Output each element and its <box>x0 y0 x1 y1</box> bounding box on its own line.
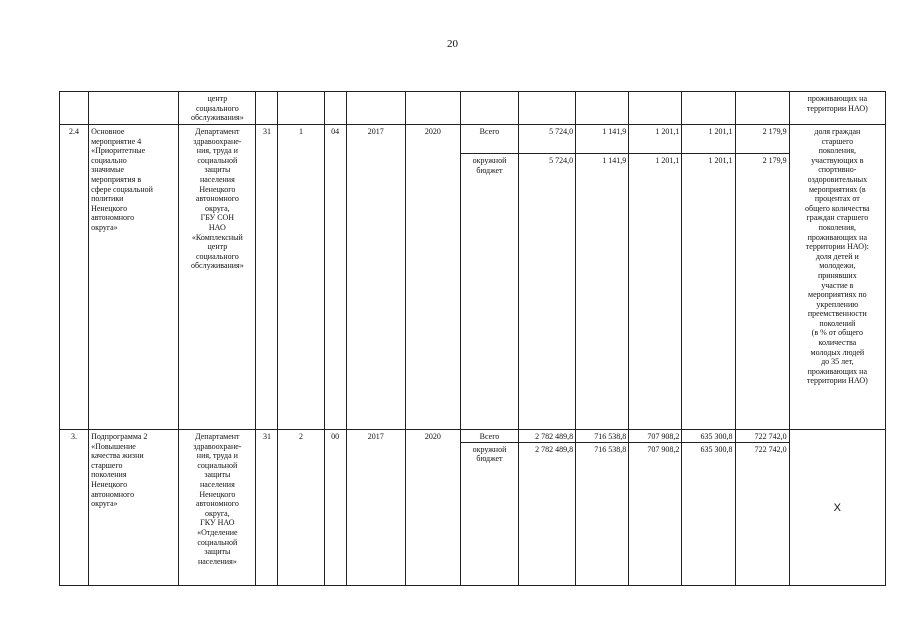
code-program <box>278 92 324 125</box>
amount-year-4: 722 742,0 <box>735 442 789 585</box>
year-start: 2017 <box>346 125 405 430</box>
amount-year-4: 722 742,0 <box>735 430 789 443</box>
table-row <box>60 125 886 154</box>
year-start: 2017 <box>346 430 405 586</box>
page-number: 20 <box>447 38 458 50</box>
indicator-mark: X <box>789 430 885 586</box>
executor: Департамент здравоохране- ния, труда и социальной защиты населения Ненецкого автономного округа, ГКУ НАО «Отделение социальной защиты населения» <box>179 430 256 586</box>
amount-year-4: 2 179,9 <box>735 154 789 430</box>
amount-year-1: 716 538,8 <box>576 442 629 585</box>
code-grbs <box>256 92 278 125</box>
funding-source: окружной бюджет <box>460 442 518 585</box>
amount-total: 2 782 489,8 <box>519 442 576 585</box>
measure-name: Основное мероприятие 4 «Приоритетные социально значимые мероприятия в сфере социальной политики Ненецкого автономного округа» <box>89 125 179 430</box>
amount-total: 2 782 489,8 <box>519 430 576 443</box>
row-number <box>60 92 89 125</box>
amount-year-2 <box>629 92 682 125</box>
table-row <box>60 92 886 125</box>
year-start <box>346 92 405 125</box>
amount-year-3: 1 201,1 <box>682 125 735 154</box>
amount-year-3 <box>682 92 735 125</box>
amount-total <box>519 92 576 125</box>
amount-total: 5 724,0 <box>519 154 576 430</box>
row-number: 3. <box>60 430 89 586</box>
amount-year-2: 1 201,1 <box>629 125 682 154</box>
code-program: 2 <box>278 430 324 586</box>
code-program: 1 <box>278 125 324 430</box>
funding-source <box>460 92 518 125</box>
amount-year-1: 1 141,9 <box>576 125 629 154</box>
indicator: доля граждан старшего поколения, участвующих в спортивно- оздоровительных мероприятиях (в процентах от общего количества граждан старшего поколения, проживающих на территории НАО): доля детей и молодежи, принявших участие в мероприятиях по укреплению преемственности поколений (в % от общего количества молодых людей до 35 лет, проживающих на территории НАО) <box>789 125 885 430</box>
funding-source: окружной бюджет <box>460 154 518 430</box>
row-number: 2.4 <box>60 125 89 430</box>
amount-total: 5 724,0 <box>519 125 576 154</box>
program-table <box>59 91 886 586</box>
year-end <box>405 92 460 125</box>
amount-year-4 <box>735 92 789 125</box>
amount-year-2: 707 908,2 <box>629 430 682 443</box>
year-end: 2020 <box>405 430 460 586</box>
year-end: 2020 <box>405 125 460 430</box>
code-measure: 04 <box>324 125 346 430</box>
table-row <box>60 430 886 443</box>
amount-year-3: 635 300,8 <box>682 430 735 443</box>
amount-year-2: 1 201,1 <box>629 154 682 430</box>
code-grbs: 31 <box>256 125 278 430</box>
code-measure: 00 <box>324 430 346 586</box>
amount-year-2: 707 908,2 <box>629 442 682 585</box>
code-grbs: 31 <box>256 430 278 586</box>
funding-source: Всего <box>460 125 518 154</box>
funding-source: Всего <box>460 430 518 443</box>
amount-year-4: 2 179,9 <box>735 125 789 154</box>
amount-year-1 <box>576 92 629 125</box>
amount-year-1: 716 538,8 <box>576 430 629 443</box>
executor: Департамент здравоохране- ния, труда и социальной защиты населения Ненецкого автономного округа, ГБУ СОН НАО «Комплексный центр социального обслуживания» <box>179 125 256 430</box>
amount-year-3: 1 201,1 <box>682 154 735 430</box>
executor: центр социального обслуживания» <box>179 92 256 125</box>
indicator: проживающих на территории НАО) <box>789 92 885 125</box>
measure-name <box>89 92 179 125</box>
measure-name: Подпрограмма 2 «Повышение качества жизни старшего поколения Ненецкого автономного округа» <box>89 430 179 586</box>
code-measure <box>324 92 346 125</box>
amount-year-1: 1 141,9 <box>576 154 629 430</box>
amount-year-3: 635 300,8 <box>682 442 735 585</box>
